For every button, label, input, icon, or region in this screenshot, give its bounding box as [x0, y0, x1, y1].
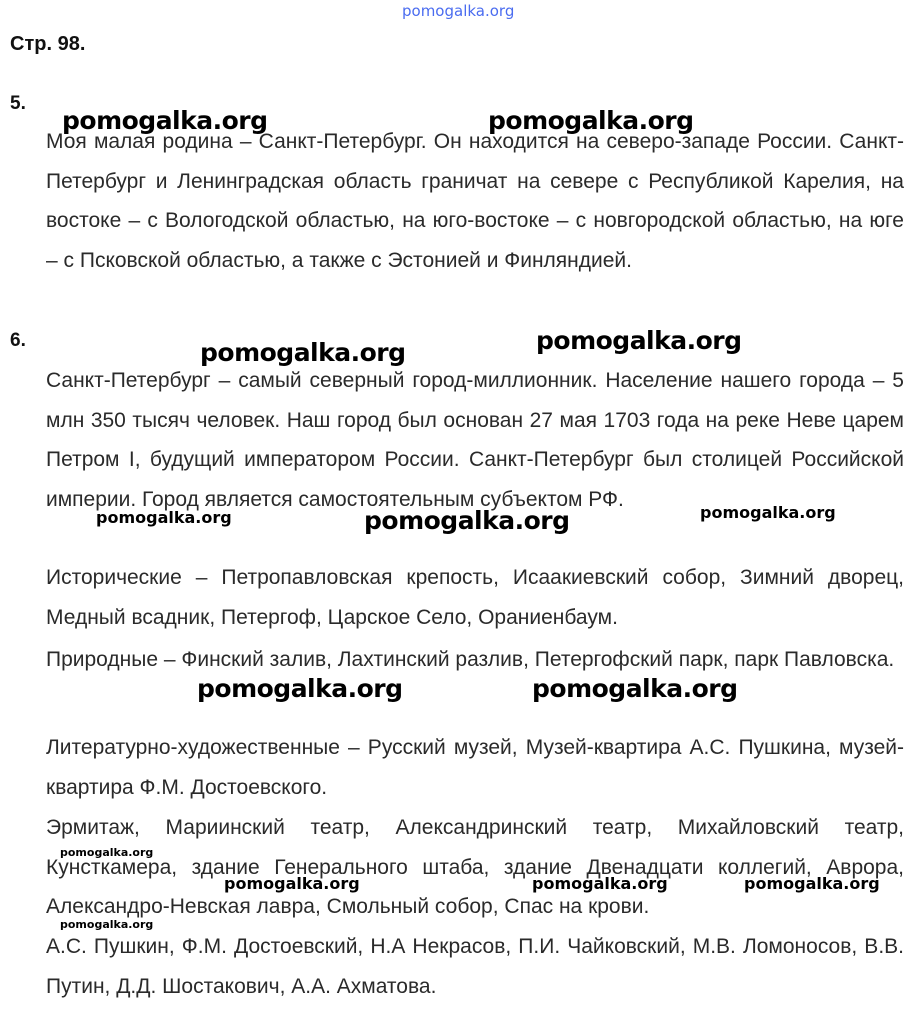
watermark: pomogalka.org — [536, 326, 742, 355]
watermark: pomogalka.org — [96, 508, 232, 527]
watermark: pomogalka.org — [60, 918, 154, 931]
watermark: pomogalka.org — [700, 503, 836, 522]
watermark: pomogalka.org — [532, 674, 738, 703]
task-6-paragraph-historical: Исторические – Петропавловская крепость, Исаакиевский собор, Зимний дворец, Медный всадник, Петергоф, Царское Село, Ораниенбаум. — [46, 566, 904, 629]
watermark: pomogalka.org — [60, 846, 154, 859]
watermark: pomogalka.org — [488, 106, 694, 135]
task-5-paragraph: Моя малая родина – Санкт-Петербург. Он находится на северо-западе России. Санкт-Петербург и Ленинградская область граничат на севере с Республикой Карелия, на востоке – с Вологодской областью, на юго-востоке – с новгородской областью, на юге – с Псковской областью, а также с Эстонией и Финляндией. — [46, 130, 904, 272]
watermark: pomogalka.org — [62, 106, 268, 135]
task-number: 5. — [10, 93, 26, 114]
watermark: pomogalka.org — [744, 874, 880, 893]
page-heading: Стр. 98. — [10, 33, 86, 55]
task-6-paragraph-people: А.С. Пушкин, Ф.М. Достоевский, Н.А Некрасов, П.И. Чайковский, М.В. Ломоносов, В.В. Путин, Д.Д. Шостакович, А.А. Ахматова. — [46, 935, 904, 998]
watermark: pomogalka.org — [197, 674, 403, 703]
task-number: 6. — [10, 330, 26, 351]
watermark: pomogalka.org — [532, 874, 668, 893]
site-link[interactable]: pomogalka.org — [402, 2, 515, 20]
watermark: pomogalka.org — [224, 874, 360, 893]
task-6-paragraph-landmarks: Эрмитаж, Мариинский театр, Александринский театр, Михайловский театр, Кунсткамера, здание Генерального штаба, здание Двенадцати коллегий, Аврора, Александро-Невская лавра, Смольный собор, Спас на крови. — [46, 816, 904, 918]
watermark: pomogalka.org — [364, 506, 570, 535]
task-6-paragraph-intro: Санкт-Петербург – самый северный город-миллионник. Население нашего города – 5 млн 350 тысяч человек. Наш город был основан 27 мая 1703 года на реке Неве царем Петром I, будущий императором России. Санкт-Петербург был столицей Российской империи. Город является самостоятельным субъектом РФ. — [46, 369, 904, 511]
watermark: pomogalka.org — [200, 338, 406, 367]
task-6-paragraph-literary: Литературно-художественные – Русский музей, Музей-квартира А.С. Пушкина, музей-квартира Ф.М. Достоевского. — [46, 736, 904, 799]
task-6-paragraph-natural: Природные – Финский залив, Лахтинский разлив, Петергофский парк, парк Павловска. — [46, 648, 895, 671]
